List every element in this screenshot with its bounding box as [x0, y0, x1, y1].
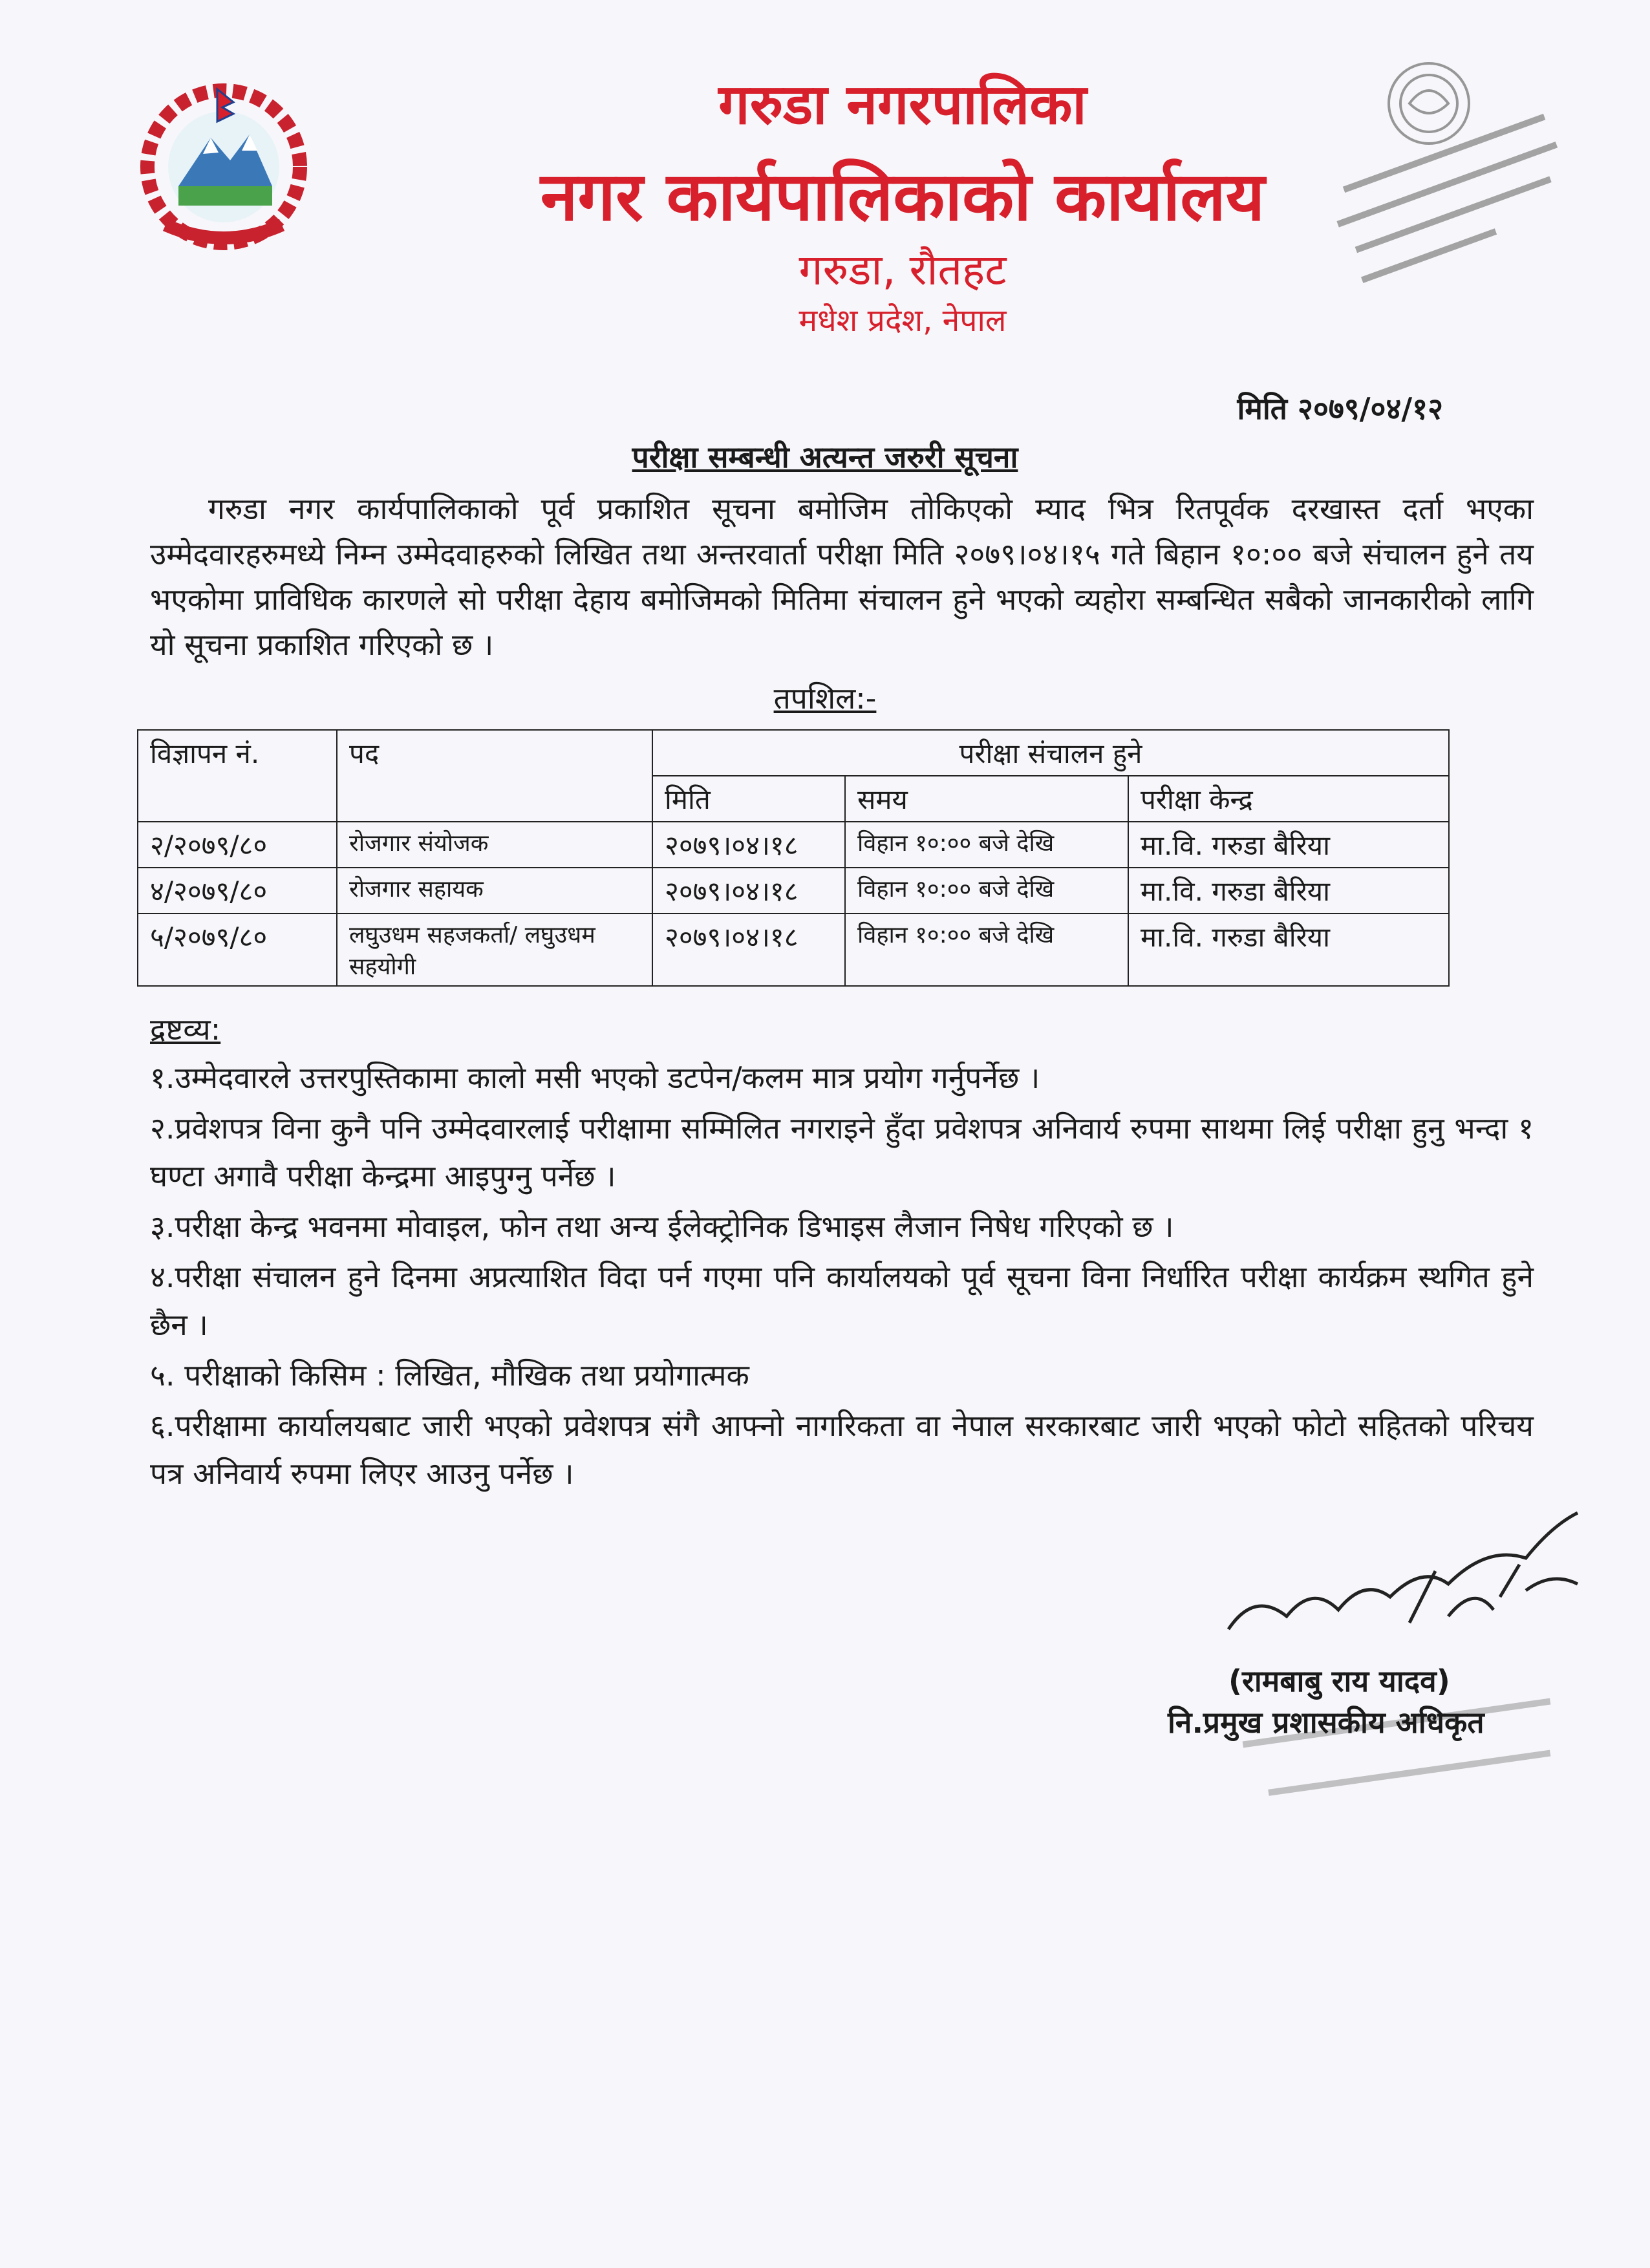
cell-post: रोजगार संयोजक — [337, 822, 652, 868]
handwritten-signature-icon — [1216, 1487, 1603, 1655]
cell-center: मा.वि. गरुडा बैरिया — [1128, 868, 1449, 914]
notes-list — [150, 1054, 1534, 1500]
cell-date: २०७९।०४।१८ — [652, 822, 845, 868]
table-row — [138, 822, 1449, 868]
cell-time: विहान १०:०० बजे देखि — [845, 868, 1128, 914]
header-exam-group: परीक्षा संचालन हुने — [652, 730, 1449, 776]
cell-adv-no: ४/२०७९/८० — [138, 868, 337, 914]
cell-adv-no: ५/२०७९/८० — [138, 914, 337, 986]
cell-post: रोजगार सहायक — [337, 868, 652, 914]
notes-title: द्रष्टव्य: — [150, 1012, 221, 1047]
signatory-title: नि.प्रमुख प्रशासकीय अधिकृत — [1168, 1705, 1484, 1740]
exam-schedule-table — [137, 729, 1450, 987]
signatory-name: (रामबाबु राय यादव) — [1228, 1664, 1450, 1698]
cell-date: २०७९।०४।१८ — [652, 868, 845, 914]
notice-body: गरुडा नगर कार्यपालिकाको पूर्व प्रकाशित सूचना बमोजिम तोकिएको म्याद भित्र रितपूर्वक दरखास्त दर्ता भएका उम्मेदवारहरुमध्ये निम्न उम्मेदवाहरुको लिखित तथा अन्तरवार्ता परीक्षा मिति २०७९।०४।१५ गते बिहान १०:०० बजे संचालन हुने तय भएकोमा प्राविधिक कारणले सो परीक्षा देहाय बमोजिमको मितिमा संचालन हुने भएको व्यहोरा सम्बन्धित सबैको जानकारीको लागि यो सूचना प्रकाशित गरिएको छ । — [150, 491, 1534, 662]
note-item: ६.परीक्षामा कार्यालयबाट जारी भएको प्रवेशपत्र संगै आफ्नो नागरिकता वा नेपाल सरकारबाट जारी भएको फोटो सहितको परिचय पत्र अनिवार्य रुपमा लिएर आउनु पर्नेछ । — [150, 1408, 1534, 1491]
office-name: नगर कार्यपालिकाको कार्यालय — [540, 157, 1265, 236]
cell-time: विहान १०:०० बजे देखि — [845, 822, 1128, 868]
table-row — [138, 914, 1449, 986]
notice-date: मिति २०७९/०४/१२ — [1237, 391, 1443, 426]
cell-time: विहान १०:०० बजे देखि — [845, 914, 1128, 986]
header-time: समय — [845, 776, 1128, 822]
cell-center: मा.वि. गरुडा बैरिया — [1128, 822, 1449, 868]
header-post: पद — [337, 730, 652, 822]
office-address: गरुडा, रौतहट — [798, 245, 1007, 295]
notice-subject: परीक्षा सम्बन्धी अत्यन्त जरुरी सूचना — [632, 440, 1018, 475]
office-province: मधेश प्रदेश, नेपाल — [798, 303, 1007, 339]
cell-post: लघुउधम सहजकर्ता/ लघुउधम सहयोगी — [337, 914, 652, 986]
schedule-heading: तपशिल:- — [773, 681, 877, 716]
municipality-name: गरुडा नगरपालिका — [718, 72, 1087, 137]
table-row — [138, 868, 1449, 914]
note-item: १.उम्मेदवारले उत्तरपुस्तिकामा कालो मसी भएको डटपेन/कलम मात्र प्रयोग गर्नुपर्नेछ । — [150, 1060, 1040, 1095]
cell-adv-no: २/२०७९/८० — [138, 822, 337, 868]
note-item: ३.परीक्षा केन्द्र भवनमा मोवाइल, फोन तथा अन्य ईलेक्ट्रोनिक डिभाइस लैजान निषेध गरिएको छ । — [150, 1209, 1174, 1244]
note-item: ४.परीक्षा संचालन हुने दिनमा अप्रत्याशित विदा पर्न गएमा पनि कार्यालयको पूर्व सूचना विना निर्धारित परीक्षा कार्यक्रम स्थगित हुने छैन । — [150, 1259, 1534, 1342]
header-center: परीक्षा केन्द्र — [1128, 776, 1449, 822]
header-adv-no: विज्ञापन नं. — [138, 730, 337, 822]
note-item: २.प्रवेशपत्र विना कुनै पनि उम्मेदवारलाई परीक्षामा सम्मिलित नगराइने हुँदा प्रवेशपत्र अनिवार्य रुपमा साथमा लिई परीक्षा हुनु भन्दा १ घण्टा अगावै परीक्षा केन्द्रमा आइपुग्नु पर्नेछ । — [150, 1111, 1534, 1193]
cell-date: २०७९।०४।१८ — [652, 914, 845, 986]
note-item: ५. परीक्षाको किसिम : लिखित, मौखिक तथा प्रयोगात्मक — [150, 1358, 749, 1393]
cell-center: मा.वि. गरुडा बैरिया — [1128, 914, 1449, 986]
table-header-row — [138, 730, 1449, 776]
header-date: मिति — [652, 776, 845, 822]
